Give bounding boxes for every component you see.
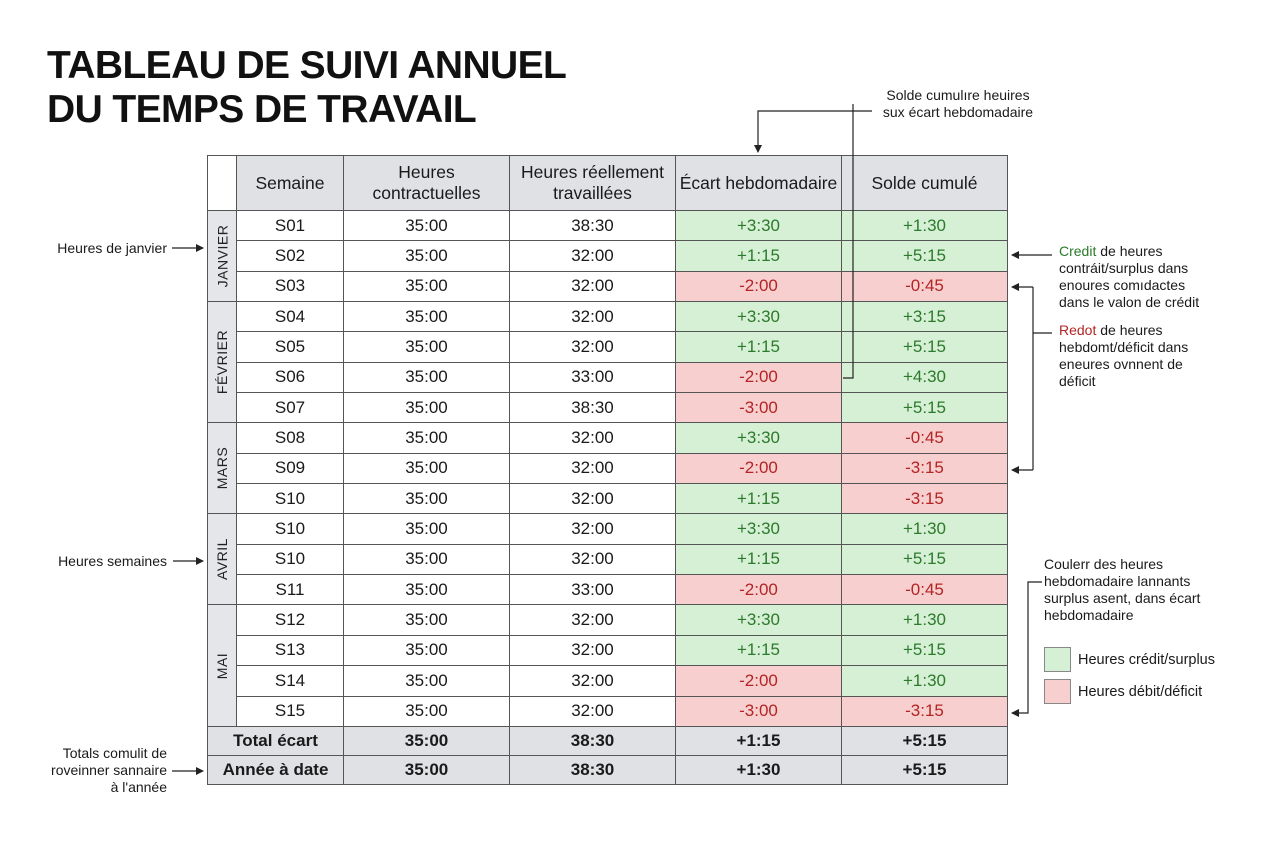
annotation-totals xyxy=(20,745,167,796)
week-cell: S06 xyxy=(237,363,344,393)
contract-hours-cell: 35:00 xyxy=(344,605,510,635)
annotation-credit-line-2: contráit/surplus dans xyxy=(1059,260,1189,276)
weekly-diff-cell: -2:00 xyxy=(676,454,842,484)
month-label-text: FÉVRIER xyxy=(214,330,230,395)
cumulative-balance-cell: -0:45 xyxy=(842,575,1008,605)
weekly-diff-cell: +3:30 xyxy=(676,302,842,332)
weekly-diff-cell: +1:15 xyxy=(676,545,842,575)
annotation-color-line-4: hebdomadaire xyxy=(1044,607,1134,623)
contract-hours-cell: 35:00 xyxy=(344,211,510,241)
cumulative-balance-cell: -3:15 xyxy=(842,454,1008,484)
annotation-totals-line-2: roveinner sannaire xyxy=(51,762,167,778)
weekly-diff-cell: -2:00 xyxy=(676,575,842,605)
totals-row-label: Total écart xyxy=(208,727,344,756)
weekly-diff-cell: +1:15 xyxy=(676,332,842,362)
totals-diff-cell: +1:15 xyxy=(676,727,842,756)
month-label-text: MARS xyxy=(214,447,231,490)
annotation-color-line-3: surplus asent, dans écart xyxy=(1044,590,1201,606)
week-cell: S10 xyxy=(237,545,344,575)
legend-debit-label: Heures débit/déficit xyxy=(1078,684,1203,700)
cumulative-balance-cell: +5:15 xyxy=(842,332,1008,362)
worked-hours-cell: 32:00 xyxy=(510,423,676,453)
worked-hours-cell: 33:00 xyxy=(510,575,676,605)
contract-hours-cell: 35:00 xyxy=(344,697,510,727)
weekly-diff-cell: -3:00 xyxy=(676,697,842,727)
totals-contract-cell: 35:00 xyxy=(344,727,510,756)
contract-hours-cell: 35:00 xyxy=(344,575,510,605)
annotation-top-line-2: sux écart hebdomadaire xyxy=(882,104,1034,120)
annotation-debit-line-3: eneures ovnnent de xyxy=(1059,356,1183,372)
annotation-debit-keyword: Redot xyxy=(1059,322,1097,338)
annotation-totals-line-1: Totals comulit de xyxy=(62,745,167,761)
header-weekly-diff: Écart hebdomadaire xyxy=(676,156,842,211)
worked-hours-cell: 32:00 xyxy=(510,605,676,635)
weekly-diff-cell: +3:30 xyxy=(676,605,842,635)
worked-hours-cell: 32:00 xyxy=(510,302,676,332)
color-annotation-bracket xyxy=(1012,582,1042,713)
totals-diff-cell: +1:30 xyxy=(676,756,842,785)
annotation-debit xyxy=(1059,322,1259,390)
contract-hours-cell: 35:00 xyxy=(344,454,510,484)
contract-hours-cell: 35:00 xyxy=(344,363,510,393)
top-annotation-leader xyxy=(843,104,853,378)
cumulative-balance-cell: -3:15 xyxy=(842,697,1008,727)
contract-hours-cell: 35:00 xyxy=(344,241,510,271)
cumulative-balance-cell: +4:30 xyxy=(842,363,1008,393)
legend-debit-swatch xyxy=(1044,679,1071,704)
annotation-credit-line-4: dans le valon de crédit xyxy=(1059,294,1200,310)
contract-hours-cell: 35:00 xyxy=(344,332,510,362)
contract-hours-cell: 35:00 xyxy=(344,484,510,514)
legend-credit-label: Heures crédit/surplus xyxy=(1078,652,1215,668)
week-cell: S11 xyxy=(237,575,344,605)
annotation-color-line-2: hebdomadaire lannants xyxy=(1044,573,1191,589)
contract-hours-cell: 35:00 xyxy=(344,514,510,544)
worked-hours-cell: 33:00 xyxy=(510,363,676,393)
contract-hours-cell: 35:00 xyxy=(344,272,510,302)
annotation-debit-line-1: de heures xyxy=(1096,322,1163,338)
annotation-credit xyxy=(1059,243,1259,311)
annotation-january: Heures de janvier xyxy=(57,240,167,256)
annotation-debit-line-2: hebdomt/déficit dans xyxy=(1059,339,1189,355)
week-cell: S05 xyxy=(237,332,344,362)
weekly-diff-cell: +3:30 xyxy=(676,423,842,453)
week-cell: S02 xyxy=(237,241,344,271)
month-label-text: MAI xyxy=(213,652,230,679)
cumulative-balance-cell: +1:30 xyxy=(842,666,1008,696)
weekly-diff-cell: +1:15 xyxy=(676,241,842,271)
totals-balance-cell: +5:15 xyxy=(842,727,1008,756)
week-cell: S04 xyxy=(237,302,344,332)
header-worked-hours: Heures réellement travaillées xyxy=(510,156,676,211)
weekly-diff-cell: +1:15 xyxy=(676,636,842,666)
title-line-2: DU TEMPS DE TRAVAIL xyxy=(47,88,477,131)
cumulative-balance-cell: +5:15 xyxy=(842,241,1008,271)
week-cell: S03 xyxy=(237,272,344,302)
worked-hours-cell: 32:00 xyxy=(510,636,676,666)
annotation-weeks: Heures semaines xyxy=(58,553,167,569)
contract-hours-cell: 35:00 xyxy=(344,666,510,696)
worked-hours-cell: 32:00 xyxy=(510,241,676,271)
cumulative-balance-cell: +1:30 xyxy=(842,605,1008,635)
week-cell: S14 xyxy=(237,666,344,696)
cumulative-balance-cell: +5:15 xyxy=(842,545,1008,575)
contract-hours-cell: 35:00 xyxy=(344,302,510,332)
worked-hours-cell: 38:30 xyxy=(510,393,676,423)
annotation-debit-line-4: déficit xyxy=(1059,373,1096,389)
week-cell: S15 xyxy=(237,697,344,727)
totals-row-label: Année à date xyxy=(208,756,344,785)
cumulative-balance-cell: -0:45 xyxy=(842,423,1008,453)
worked-hours-cell: 32:00 xyxy=(510,666,676,696)
annotation-top-line-1: Solde cumulıre heuires xyxy=(886,87,1030,103)
top-annotation-arrow xyxy=(758,111,872,152)
legend-credit-swatch xyxy=(1044,647,1071,672)
worked-hours-cell: 32:00 xyxy=(510,272,676,302)
week-cell: S13 xyxy=(237,636,344,666)
weekly-diff-cell: -2:00 xyxy=(676,666,842,696)
contract-hours-cell: 35:00 xyxy=(344,423,510,453)
totals-worked-cell: 38:30 xyxy=(510,756,676,785)
annotation-color-line-1: Coulerr des heures xyxy=(1044,556,1164,572)
weekly-diff-cell: +3:30 xyxy=(676,514,842,544)
week-cell: S08 xyxy=(237,423,344,453)
week-cell: S01 xyxy=(237,211,344,241)
worked-hours-cell: 32:00 xyxy=(510,697,676,727)
weekly-diff-cell: -2:00 xyxy=(676,272,842,302)
week-cell: S10 xyxy=(237,484,344,514)
cumulative-balance-cell: +5:15 xyxy=(842,636,1008,666)
cumulative-balance-cell: +3:15 xyxy=(842,302,1008,332)
annotation-credit-keyword: Credit xyxy=(1059,243,1097,259)
annotation-credit-line-3: enoures comıdactes xyxy=(1059,277,1186,293)
annotation-color xyxy=(1044,556,1259,624)
annotation-totals-line-3: à l'année xyxy=(110,779,167,795)
annotation-credit-line-1: de heures xyxy=(1096,243,1163,259)
annotation-top xyxy=(872,87,1044,121)
worked-hours-cell: 32:00 xyxy=(510,454,676,484)
cumulative-balance-cell: +1:30 xyxy=(842,514,1008,544)
totals-balance-cell: +5:15 xyxy=(842,756,1008,785)
cumulative-balance-cell: +5:15 xyxy=(842,393,1008,423)
title-line-1: TABLEAU DE SUIVI ANNUEL xyxy=(47,44,567,87)
weekly-diff-cell: +1:15 xyxy=(676,484,842,514)
week-cell: S10 xyxy=(237,514,344,544)
contract-hours-cell: 35:00 xyxy=(344,636,510,666)
totals-contract-cell: 35:00 xyxy=(344,756,510,785)
month-label-text: AVRIL xyxy=(214,538,230,581)
cumulative-balance-cell: +1:30 xyxy=(842,211,1008,241)
month-label-text: JANVIER xyxy=(214,224,230,288)
header-cumulative-balance: Solde cumulé xyxy=(842,156,1008,211)
worked-hours-cell: 32:00 xyxy=(510,514,676,544)
contract-hours-cell: 35:00 xyxy=(344,545,510,575)
totals-worked-cell: 38:30 xyxy=(510,727,676,756)
worked-hours-cell: 32:00 xyxy=(510,545,676,575)
week-cell: S07 xyxy=(237,393,344,423)
worked-hours-cell: 38:30 xyxy=(510,211,676,241)
weekly-diff-cell: -3:00 xyxy=(676,393,842,423)
cumulative-balance-cell: -3:15 xyxy=(842,484,1008,514)
week-cell: S12 xyxy=(237,605,344,635)
cumulative-balance-cell: -0:45 xyxy=(842,272,1008,302)
header-week: Semaine xyxy=(237,156,344,211)
header-contract-hours: Heures contractuelles xyxy=(344,156,510,211)
worked-hours-cell: 32:00 xyxy=(510,484,676,514)
weekly-diff-cell: +3:30 xyxy=(676,211,842,241)
worked-hours-cell: 32:00 xyxy=(510,332,676,362)
week-cell: S09 xyxy=(237,454,344,484)
weekly-diff-cell: -2:00 xyxy=(676,363,842,393)
contract-hours-cell: 35:00 xyxy=(344,393,510,423)
